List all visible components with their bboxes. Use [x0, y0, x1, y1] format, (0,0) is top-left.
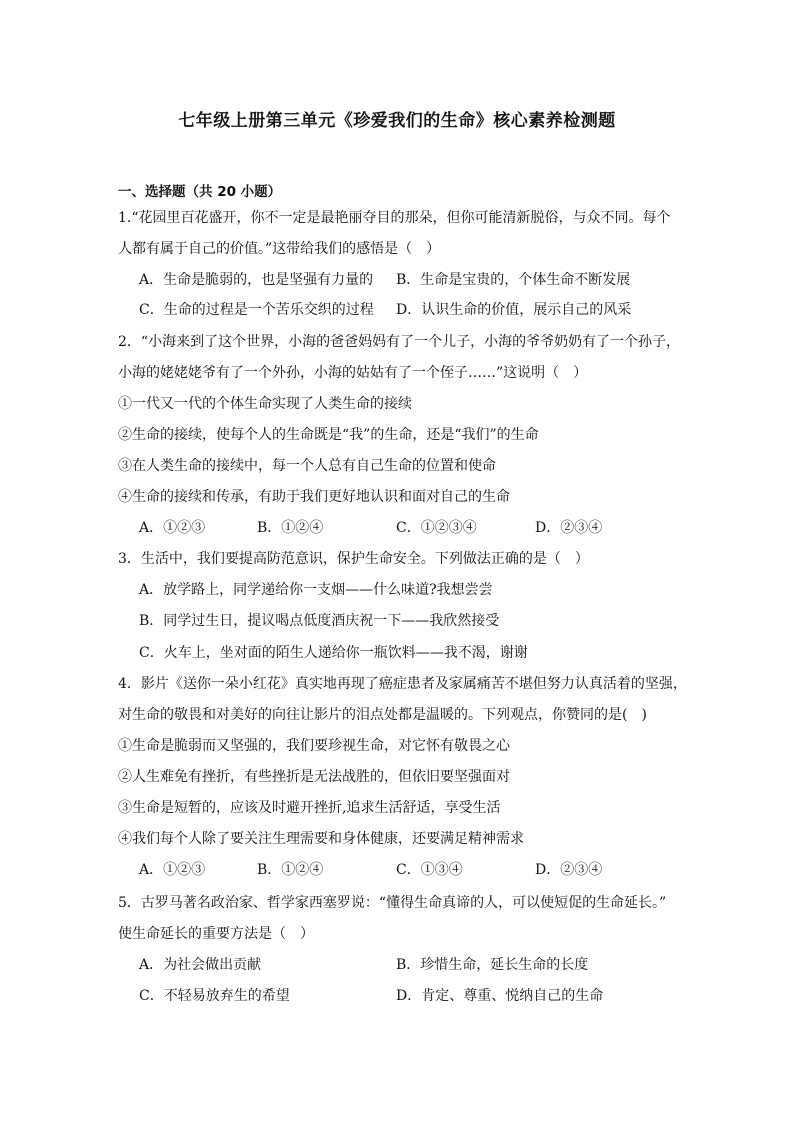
q4-option-b: B．①②④ [257, 862, 324, 878]
q4-option-c: C．①③④ [396, 862, 463, 878]
q1-option-c: C．生命的过程是一个苦乐交织的过程 [139, 302, 374, 318]
q2-statement-4: ④生命的接续和传承，有助于我们更好地认识和面对自己的生命 [118, 489, 510, 505]
q2-option-c: C．①②③④ [396, 520, 477, 536]
q4-statement-2: ②人生难免有挫折，有些挫折是无法战胜的，但依旧要坚强面对 [118, 769, 510, 785]
q4-option-a: A．①②③ [139, 862, 206, 878]
q1-option-a: A．生命是脆弱的，也是坚强有力量的 [139, 272, 374, 288]
q3-stem: 3．生活中，我们要提高防范意识，保护生命安全。下列做法正确的是（ ） [118, 551, 589, 567]
q3-option-b: B．同学过生日，提议喝点低度酒庆祝一下——我欣然接受 [139, 613, 500, 629]
section-heading: 一、选择题（共 20 小题） [118, 184, 282, 200]
q4-statement-3: ③生命是短暂的，应该及时避开挫折,追求生活舒适，享受生活 [118, 800, 501, 816]
q2-option-a: A．①②③ [139, 520, 206, 536]
q2-statement-3: ③在人类生命的接续中，每一个人总有自己生命的位置和使命 [118, 458, 496, 474]
q4-stem-line1: 4．影片《送你一朵小红花》真实地再现了癌症患者及家属痛苦不堪但努力认真活着的坚强， [118, 676, 687, 692]
q1-stem-line1: 1.“花园里百花盛开，你不一定是最艳丽夺目的那朵，但你可能清新脱俗，与众不同。每个 [118, 210, 671, 226]
page-title: 七年级上册第三单元《珍爱我们的生命》核心素养检测题 [178, 111, 616, 131]
q5-option-b: B．珍惜生命，延长生命的长度 [396, 957, 589, 973]
q4-stem-line2: 对生命的敬畏和对美好的向往让影片的泪点处都是温暖的。下列观点，你赞同的是( ) [118, 707, 647, 723]
q2-statement-2: ②生命的接续，使每个人的生命既是“我”的生命，还是“我们”的生命 [118, 427, 539, 443]
q2-statement-1: ①一代又一代的个体生命实现了人类生命的接续 [118, 396, 412, 412]
q4-option-d: D．②③④ [535, 862, 603, 878]
q3-option-a: A．放学路上，同学递给你一支烟——什么味道?我想尝尝 [139, 582, 493, 598]
q3-option-c: C．火车上，坐对面的陌生人递给你一瓶饮料——我不渴，谢谢 [139, 645, 528, 661]
q5-option-d: D．肯定、尊重、悦纳自己的生命 [396, 988, 604, 1004]
q5-option-c: C．不轻易放弃生的希望 [139, 988, 290, 1004]
q1-stem-line2: 人都有属于自己的价值。”这带给我们的感悟是（ ） [118, 241, 441, 257]
q2-stem-line2: 小海的姥姥姥爷有了一个外孙，小海的姑姑有了一个侄子……”这说明（ ） [118, 365, 588, 381]
q5-stem-line2: 使生命延长的重要方法是（ ） [118, 926, 314, 942]
q5-option-a: A．为社会做出贡献 [139, 957, 262, 973]
q4-statement-1: ①生命是脆弱而又坚强的，我们要珍视生命，对它怀有敬畏之心 [118, 738, 510, 754]
q2-option-b: B．①②④ [257, 520, 324, 536]
q1-option-b: B．生命是宝贵的，个体生命不断发展 [396, 272, 631, 288]
q2-option-d: D．②③④ [535, 520, 603, 536]
q5-stem-line1: 5．古罗马著名政治家、哲学家西塞罗说：“懂得生命真谛的人，可以使短促的生命延长。” [118, 895, 667, 911]
q1-option-d: D．认识生命的价值，展示自己的风采 [396, 302, 632, 318]
q4-statement-4: ④我们每个人除了要关注生理需要和身体健康，还要满足精神需求 [118, 831, 524, 847]
q2-stem-line1: 2．“小海来到了这个世界，小海的爸爸妈妈有了一个儿子，小海的爷爷奶奶有了一个孙子， [118, 334, 681, 350]
